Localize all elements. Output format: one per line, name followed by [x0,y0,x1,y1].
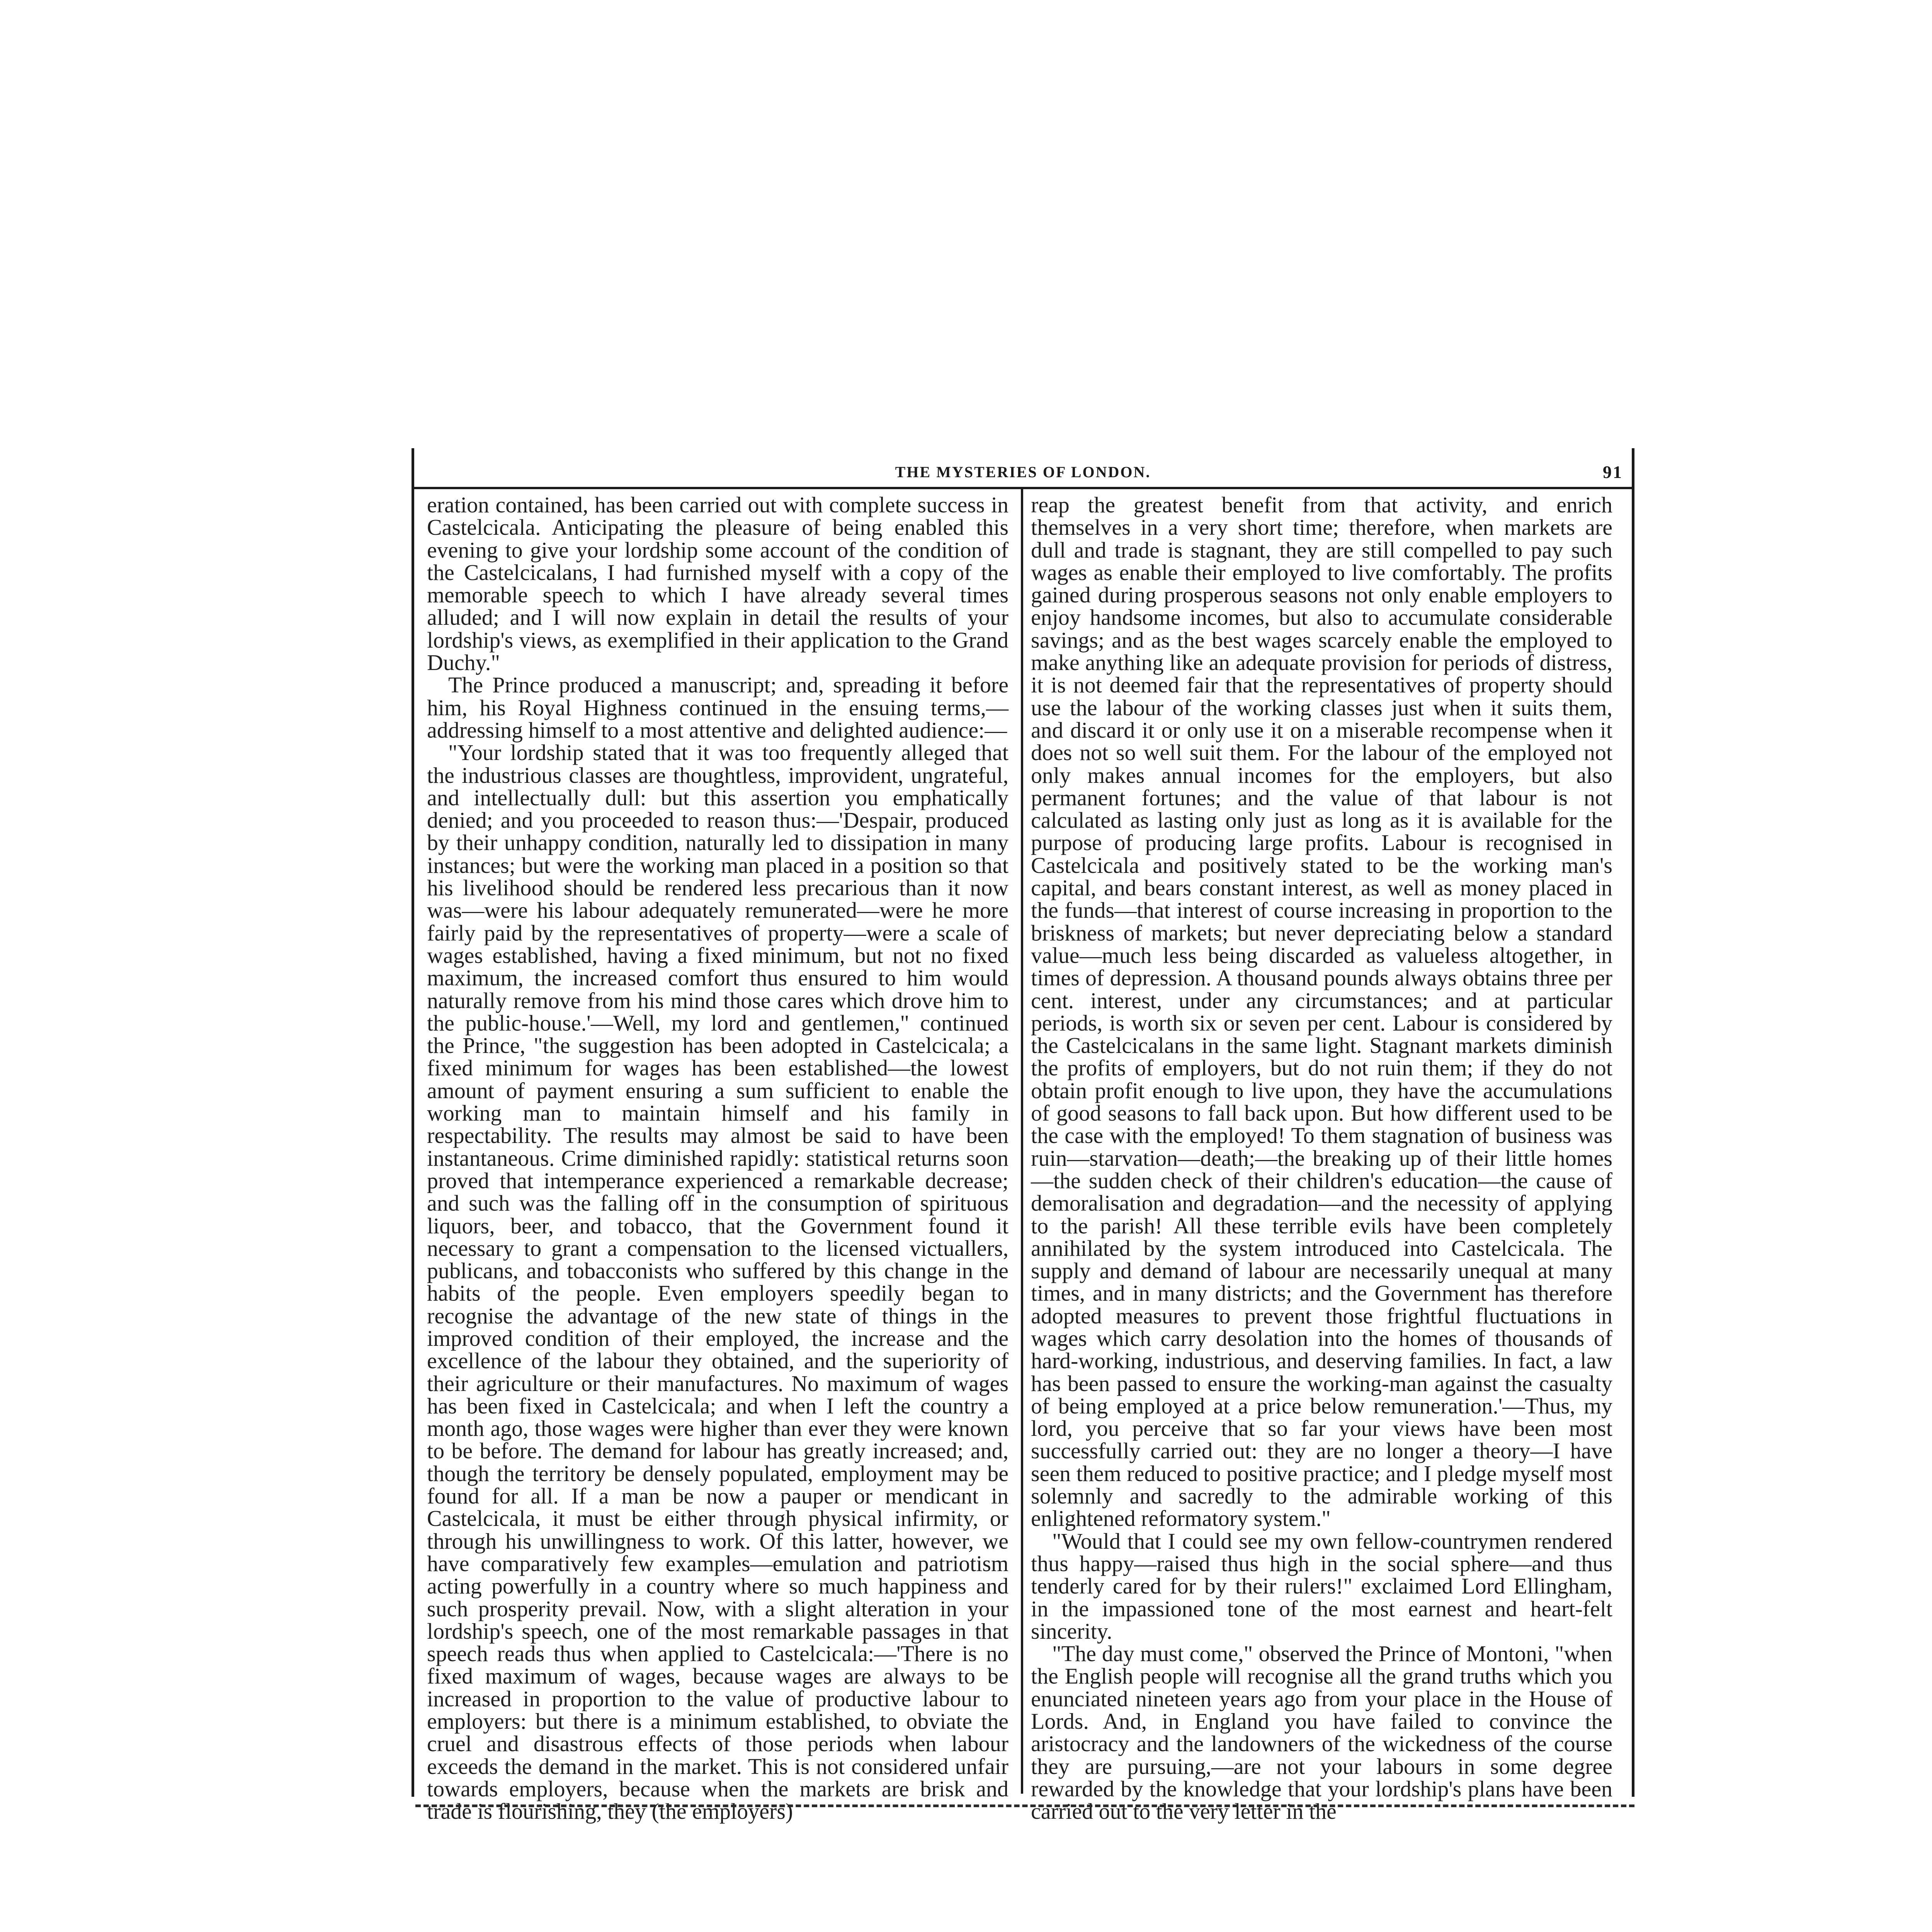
paragraph: reap the greatest benefit from that activity, and enrich themselves in a very short time; therefore, when markets are dull and trade is stagnant, they are still compelled to pay such wages as enable their employed to live comfortably. The profits gained during prosperous seasons not only enable employers to enjoy handsome incomes, but also to accumulate considerable savings; and as the best wages scarcely enable the employed to make anything like an adequate provision for periods of distress, it is not deemed fair that the representatives of property should use the labour of the working classes just when it suits them, and discard it or only use it on a miserable recompense when it does not so well suit them. For the labour of the employed not only makes annual incomes for the employers, but also permanent fortunes; and the value of that labour is not calculated as lasting only just as long as it is available for the purpose of producing large profits. Labour is recognised in Castelcicala and positively stated to be the working man's capital, and bears constant interest, as well as money placed in the funds—that interest of course increasing in proportion to the briskness of markets; but never depreciating below a standard value—much less being discarded as valueless altogether, in times of depression. A thousand pounds always obtains three per cent. interest, under any circumstances; and at particular periods, is worth six or seven per cent. Labour is considered by the Castelcicalans in the same light. Stagnant markets diminish the profits of employers, but do not ruin them; if they do not obtain profit enough to live upon, they have the accumulations of good seasons to fall back upon. But how different used to be the case with the employed! To them stagnation of business was ruin—starvation—death;—the breaking up of their little homes—the sudden check of their children's education—the cause of demoralisation and degradation—and the necessity of applying to the parish! All these terrible evils have been completely annihilated by the system introduced into Castelcicala. The supply and demand of labour are necessarily unequal at many times, and in many districts; and the Government has therefore adopted measures to prevent those frightful fluctuations in wages which carry desolation into the homes of thousands of hard-working, industrious, and deserving families. In fact, a law has been passed to ensure the working-man against the casualty of being employed at a price below remuneration.'—Thus, my lord, you perceive that so far your views have been most successfully carried out: they are no longer a theory—I have seen them reduced to positive practice; and I pledge myself most solemnly and sacredly to the admirable working of this enlightened reformatory system." [1031,492,1612,1531]
running-head [419,461,1627,484]
right-column [1031,492,1612,1824]
paragraph: "Would that I could see my own fellow-countrymen rendered thus happy—raised thus high in the social sphere—and thus tenderly cared for by their rulers!" exclaimed Lord Ellingham, in the impassioned tone of the most earnest and heart-felt sincerity. [1031,1528,1612,1644]
column-divider [1021,488,1023,1794]
paragraph: The Prince produced a manuscript; and, spreading it before him, his Royal Highness continued in the ensuing terms,—addressing himself to a most attentive and delighted audience:— [427,672,1009,743]
paragraph: "The day must come," observed the Prince of Montoni, "when the English people will recognise all the grand truths which you enunciated nineteen years ago from your place in the House of Lords. And, in England you have failed to convince the aristocracy and the landowners of the wickedness of the course they are pursuing,—are not your labours in some degree rewarded by the knowledge that your lordship's plans have been carried out to the very letter in the [1031,1641,1612,1824]
running-title: THE MYSTERIES OF LONDON. [895,463,1151,481]
left-column [427,492,1009,1824]
paragraph: "Your lordship stated that it was too frequently alleged that the industrious classes are thoughtless, improvident, ungrateful, and intellectually dull: but this assertion you emphatically denied; and you proceeded to reason thus:—'Despair, produced by their unhappy condition, naturally led to dissipation in many instances; but were the working man placed in a position so that his livelihood should be rendered less precarious than it now was—were his labour adequately remunerated—were he more fairly paid by the representatives of property—were a scale of wages established, having a fixed minimum, but not no fixed maximum, the increased comfort thus ensured to him would naturally remove from his mind those cares which drove him to the public-house.'—Well, my lord and gentlemen," continued the Prince, "the suggestion has been adopted in Castelcicala; a fixed minimum for wages has been established—the lowest amount of payment ensuring a sum sufficient to enable the working man to maintain himself and his family in respectability. The results may almost be said to have been instantaneous. Crime diminished rapidly: statistical returns soon proved that intemperance experienced a remarkable decrease; and such was the falling off in the consumption of spirituous liquors, beer, and tobacco, that the Government found it necessary to grant a compensation to the licensed victuallers, publicans, and tobacconists who suffered by this change in the habits of the people. Even employers speedily began to recognise the advantage of the new state of things in the improved condition of their employed, the increase and the excellence of the labour they obtained, and the superiority of their agriculture or their manufactures. No maximum of wages has been fixed in Castelcicala; and when I left the country a month ago, those wages were higher than ever they were known to be before. The demand for labour has greatly increased; and, though the territory be densely populated, employment may be found for all. If a man be now a pauper or mendicant in Castelcicala, it must be either through physical infirmity, or through his unwillingness to work. Of this latter, however, we have comparatively few examples—emulation and patriotism acting powerfully in a country where so much happiness and such prosperity prevail. Now, with a slight alteration in your lordship's speech, one of the most remarkable passages in that speech reads thus when applied to Castelcicala:—'There is no fixed maximum of wages, because wages are always to be increased in proportion to the value of productive labour to employers: but there is a minimum established, to obviate the cruel and disastrous effects of those periods when labour exceeds the demand in the market. This is not considered unfair towards employers, because when the markets are brisk and trade is flourishing, they (the employers) [427,740,1009,1824]
page-number: 91 [1603,462,1623,482]
paragraph: eration contained, has been carried out with complete success in Castelcicala. Anticipating the pleasure of being enabled this evening to give your lordship some account of the condition of the Castelcicalans, I had furnished myself with a copy of the memorable speech to which I have already several times alluded; and I will now explain in detail the results of your lordship's views, as exemplified in their application to the Grand Duchy." [427,492,1009,675]
bottom-rule [415,1804,1634,1807]
